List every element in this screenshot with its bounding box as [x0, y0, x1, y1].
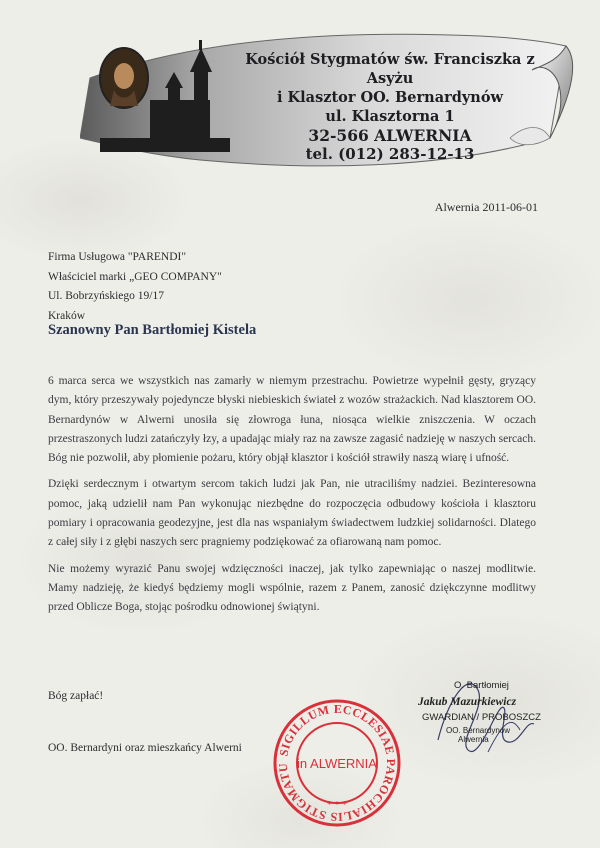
portrait-medallion [100, 48, 148, 108]
body-paragraph: 6 marca serca we wszystkich nas zamarły w niemym przestrachu. Powietrze wypełnił gęsty, gryzący dym, który przeszywały pojedyncze błyski niebieskich świateł z wozów strażackich. Nad klasztorem OO. Bernardynów w Alwerni unosiła się złowroga łuna, niosąca wielkie zniszczenia. W oczach przestraszonych ludzi zatańczyły łzy, a upadając miały raz na zawsze zagasić nadzieję w naszych sercach. Bóg nie pozwolił, aby płomienie pożaru, który objął klasztor i kościół strawiły naszą wiarę i ufność. [48, 375, 536, 465]
seal-center-text: in ALWERNIA [297, 756, 377, 771]
signature-full-name: Jakub Mazurkiewicz [418, 696, 517, 708]
letterhead-line: ul. Klasztorna 1 [325, 108, 455, 125]
letterhead [80, 20, 580, 180]
letter-body [48, 372, 536, 625]
letterhead-line: Kościół Stygmatów św. Franciszka z Asyżu [245, 51, 535, 87]
signature-block [408, 680, 568, 770]
seal-icon [272, 698, 402, 828]
signoff-line: OO. Bernardyni oraz mieszkańcy Alwerni [48, 742, 242, 754]
letterhead-line: tel. (012) 283-12-13 [305, 145, 475, 163]
signature-title: GWARDIAN / PROBOSZCZ [422, 712, 541, 723]
salutation: Szanowny Pan Bartłomiej Kistela [48, 322, 257, 338]
signature-order: OO. Bernardynów [446, 726, 511, 735]
recipient-line: Firma Usługowa "PARENDI" [48, 251, 187, 263]
signature-name-line: O. Bartłomiej [454, 680, 509, 691]
letterhead-line: 32-566 ALWERNIA [308, 126, 472, 145]
signature-place: Alwernia [458, 735, 489, 744]
seal-outer-text: SIGILLUM ECCLESIAE PAROCHIALIS STIGMATU [275, 701, 399, 825]
recipient-address [48, 248, 222, 326]
letter-date: Alwernia 2011-06-01 [434, 200, 538, 214]
body-paragraph: Nie możemy wyrazić Panu swojej wdzięczności inaczej, jak tylko zapewniając o naszej modlitwie. Mamy nadzieję, że kiedyś będziemy mogli wspólnie, razem z Panem, zanosić dziękczynne modlitwy przed Oblicze Boga, stojąc pośrodku odnowionej świątyni. [48, 562, 536, 614]
handwritten-signature-icon [408, 680, 568, 770]
letterhead-text [230, 50, 550, 164]
recipient-line: Właściciel marki „GEO COMPANY" [48, 270, 222, 283]
body-paragraph: Dzięki serdecznym i otwartym sercom takich ludzi jak Pan, nie utraciliśmy nadziei. Bezinteresowna pomoc, jaką udzielił nam Pan wykonując niezbędne do rozpoczęcia odbudowy kościoła i klasztoru pomiary i opracowania geodezyjne, jest dla nas wspaniałym świadectwem ludzkiej solidarności. Dlatego z całej siły i z głębi naszych serc pragniemy podziękować za ofiarowaną nam pomoc. [48, 478, 536, 549]
closing-line: Bóg zapłać! [48, 690, 104, 702]
seal-stars-icon: * * * [327, 800, 347, 811]
recipient-line: Ul. Bobrzyńskiego 19/17 [48, 290, 164, 302]
recipient-line: Kraków [48, 309, 86, 322]
letterhead-line: i Klasztor OO. Bernardynów [277, 89, 503, 106]
parish-seal-stamp [272, 698, 402, 833]
